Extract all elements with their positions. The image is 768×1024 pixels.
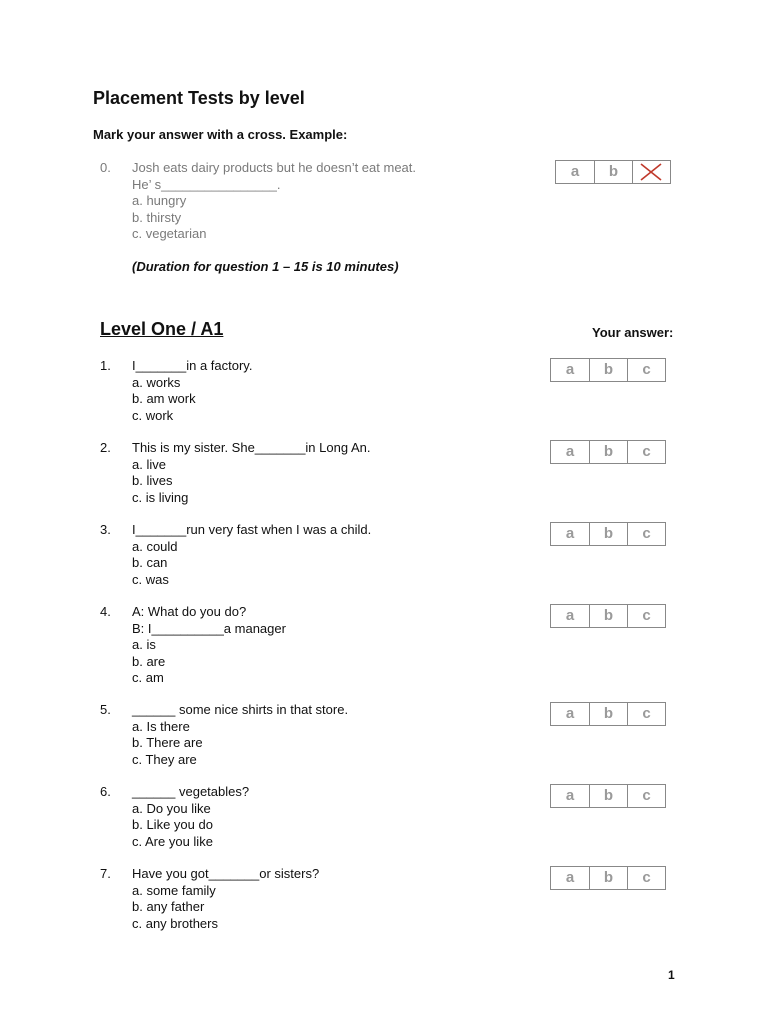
question-5 [100, 702, 540, 792]
option-a: a. live [132, 456, 166, 472]
level-heading: Level One / A1 [100, 319, 224, 339]
answer-cell-c[interactable]: c [627, 523, 665, 545]
option-a: a. could [132, 538, 178, 554]
question-number: 2. [100, 440, 111, 455]
answer-cell-c[interactable]: c [627, 703, 665, 725]
option-a: a. Do you like [132, 800, 211, 816]
question-2 [100, 440, 540, 530]
question-text: I_______run very fast when I was a child. [132, 522, 372, 537]
answer-box-7 [550, 866, 666, 890]
answer-cell-c[interactable]: c [627, 359, 665, 381]
option-c: c. is living [132, 489, 189, 505]
answer-box-5 [550, 702, 666, 726]
option-b: b. There are [132, 735, 203, 750]
answer-box-6 [550, 784, 666, 808]
option-c: c. was [132, 571, 169, 587]
answer-box-3 [550, 522, 666, 546]
question-number: 7. [100, 866, 111, 881]
answer-cell-c[interactable]: c [627, 785, 665, 807]
option-c: c. work [132, 407, 174, 423]
answer-box-2 [550, 440, 666, 464]
question-number: 6. [100, 784, 111, 799]
option-b: b. am work [132, 391, 196, 406]
question-number: 3. [100, 522, 111, 537]
answer-box-4 [550, 604, 666, 628]
answer-cell-b[interactable]: b [589, 605, 627, 627]
question-1 [100, 358, 540, 448]
option-b: b. any father [132, 899, 205, 914]
question-text: B: I__________a manager [132, 620, 286, 636]
example-answer-box [555, 160, 671, 184]
answer-cell-c [632, 161, 670, 183]
option-c: c. am [132, 670, 164, 685]
option-a: a. hungry [132, 193, 187, 208]
answer-box-1 [550, 358, 666, 382]
answer-cell-c[interactable]: c [627, 605, 665, 627]
option-a: a. some family [132, 882, 216, 898]
question-6 [100, 784, 540, 874]
answer-cell-b[interactable]: b [589, 785, 627, 807]
option-a: a. works [132, 374, 181, 390]
option-c: c. They are [132, 751, 197, 767]
page-title: Placement Tests by level [93, 88, 305, 108]
answer-cell-b[interactable]: b [589, 359, 627, 381]
option-c: c. any brothers [132, 915, 218, 931]
option-b: b. lives [132, 473, 173, 488]
answer-cell-a[interactable]: a [565, 787, 575, 804]
option-b: b. Like you do [132, 817, 213, 832]
answer-cell-c[interactable]: c [627, 441, 665, 463]
answer-cell-a: a [570, 163, 580, 180]
question-number: 5. [100, 702, 111, 717]
option-b: b. are [132, 653, 166, 669]
answer-cell-b[interactable]: b [589, 867, 627, 889]
question-text: I_______in a factory. [132, 358, 253, 373]
answer-cell-a[interactable]: a [565, 443, 575, 460]
your-answer-label: Your answer: [592, 325, 674, 340]
question-7 [100, 866, 540, 956]
instruction-text: Mark your answer with a cross. Example: [93, 127, 348, 142]
question-3 [100, 522, 540, 612]
answer-cell-a[interactable]: a [565, 607, 575, 624]
question-text: Josh eats dairy products but he doesn’t eat meat. [132, 160, 417, 175]
option-c: c. Are you like [132, 833, 213, 849]
question-text: He’ s________________. [132, 176, 281, 192]
question-text: Have you got_______or sisters? [132, 866, 320, 881]
option-a: a. Is there [132, 718, 190, 734]
answer-cell-c[interactable]: c [627, 867, 665, 889]
answer-cell-a[interactable]: a [565, 705, 575, 722]
cross-mark-icon [639, 162, 663, 182]
question-text: ______ vegetables? [132, 784, 250, 799]
answer-cell-a[interactable]: a [565, 361, 575, 378]
example-question [100, 160, 540, 244]
answer-cell-a[interactable]: a [565, 869, 575, 886]
question-text: This is my sister. She_______in Long An. [132, 440, 371, 455]
question-4 [100, 604, 540, 694]
answer-cell-b[interactable]: b [589, 441, 627, 463]
option-b: b. can [132, 555, 168, 570]
question-text: A: What do you do? [132, 604, 247, 619]
answer-cell-a[interactable]: a [565, 525, 575, 542]
page-number: 1 [668, 968, 675, 982]
answer-cell-b: b [594, 161, 632, 183]
option-b: b. thirsty [132, 209, 182, 225]
answer-cell-b[interactable]: b [589, 703, 627, 725]
answer-cell-b[interactable]: b [589, 523, 627, 545]
option-a: a. is [132, 637, 156, 652]
question-number: 4. [100, 604, 111, 619]
question-text: ______ some nice shirts in that store. [132, 702, 349, 717]
question-number: 1. [100, 358, 111, 373]
duration-note: (Duration for question 1 – 15 is 10 minutes) [132, 259, 399, 274]
option-c: c. vegetarian [132, 226, 207, 241]
question-number: 0. [100, 160, 111, 175]
